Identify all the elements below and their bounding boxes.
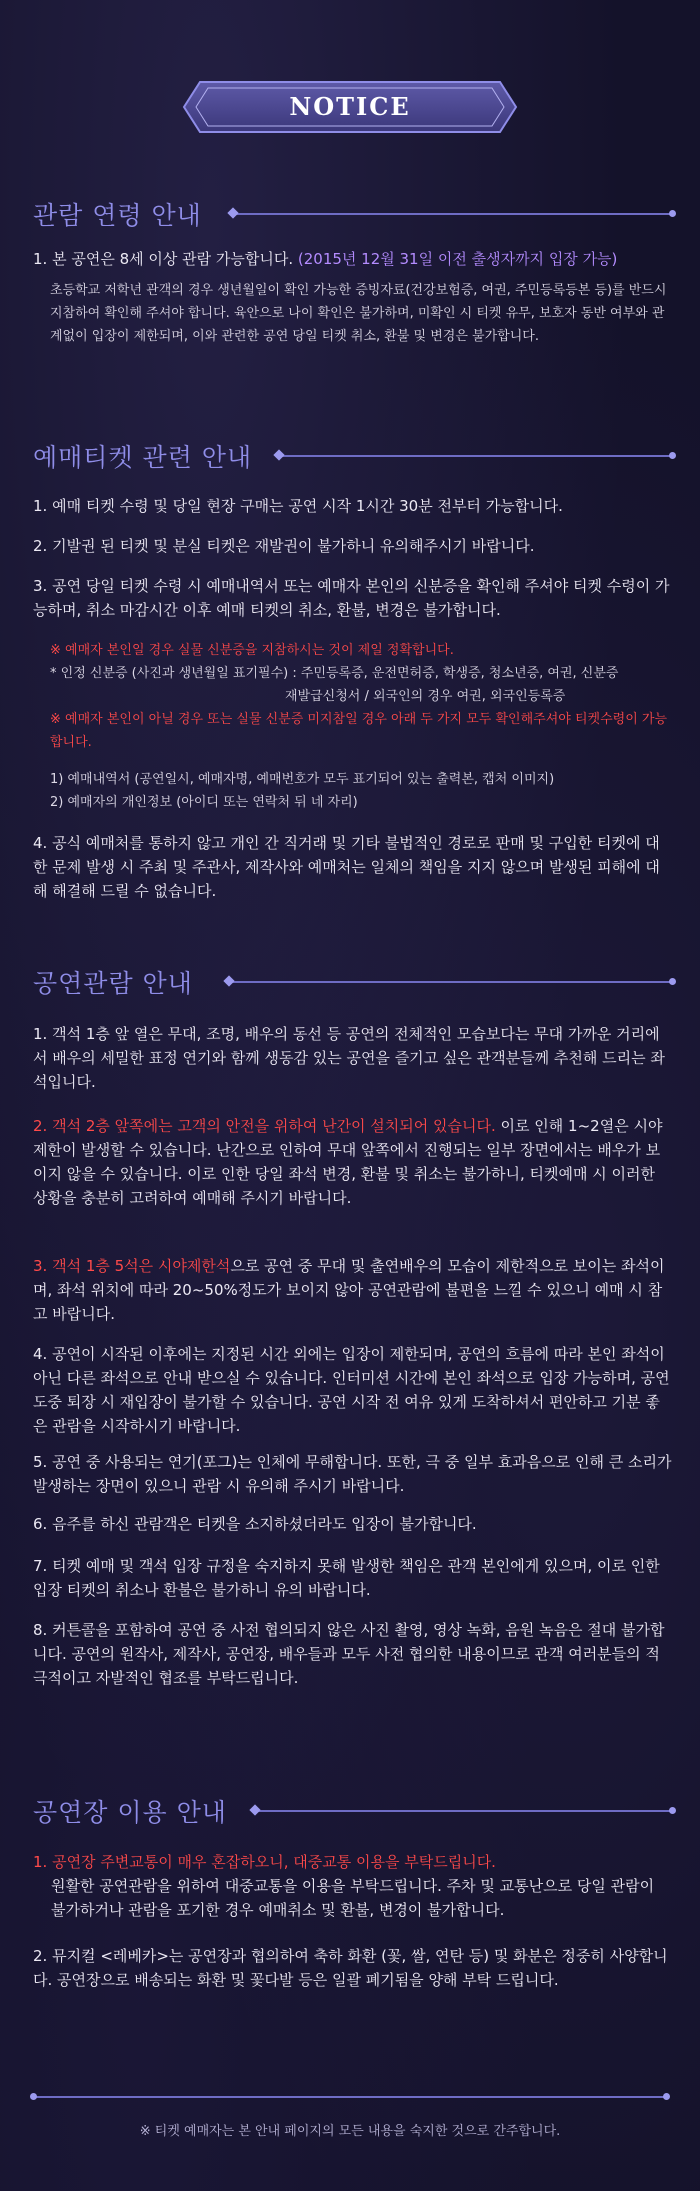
section-ticket-title: 예매티켓 관련 안내 [33,443,253,472]
age-item-1-detail: 초등학교 저학년 관객의 경우 생년월일이 확인 가능한 증빙자료(건강보험증, 여권, 주민등록등본 등)를 반드시 지참하여 확인해 주셔야 합니다. 육안으로 나이 확인은 불가하며, 미확인 시 티켓 유무, 보호자 동반 여부와 관계없이 입장이 제한되며, 이와 관련한 공연 당일 티켓 취소, 환불 및 변경은 불가합니다. [50,283,667,344]
ticket-item-4: 4. 공식 예매처를 통하지 않고 개인 간 직거래 및 기타 불법적인 경로로 판매 및 구입한 티켓에 대한 문제 발생 시 주최 및 주관사, 제작사와 예매처는 일체의 책임을 지지 않으며 발생된 피해에 대해 해결해 드릴 수 없습니다. [33,834,660,900]
section-divider [279,455,673,457]
viewing-item-2-text: 이로 인해 1~2열은 시야제한이 발생할 수 있습니다. 난간으로 인하여 무대 앞쪽에서 진행되는 일부 장면에서는 배우가 보이지 않을 수 있습니다. 이로 인한 당일 좌석 변경, 환불 및 취소는 불가하니, 티켓예매 시 이러한 상황을 충분히 고려하여 예매해 주시기 바랍니다. [33,1117,663,1207]
venue-item-2: 2. 뮤지컬 <레베카>는 공연장과 협의하여 축하 화환 (꽃, 쌀, 연탄 등) 및 화분은 정중히 사양합니다. 공연장으로 배송되는 화환 및 꽃다발 등은 일괄 폐기됨을 양해 부탁 드립니다. [33,1947,668,1989]
notice-banner [182,78,518,136]
ticket-note-1: ※ 예매자 본인일 경우 실물 신분증을 지참하시는 것이 제일 정확합니다. [50,643,454,658]
ticket-item-3: 3. 공연 당일 티켓 수령 시 예매내역서 또는 예매자 본인의 신분증을 확인해 주셔야 티켓 수령이 가능하며, 취소 마감시간 이후 예매 티켓의 취소, 환불, 변경은 불가합니다. [33,577,670,619]
ticket-note-2b: 재발급신청서 / 외국인의 경우 여권, 외국인등록증 [285,689,566,704]
viewing-item-2 [33,1114,673,1210]
ticket-note-2a: * 인정 신분증 (사진과 생년월일 표기필수) : 주민등록증, 운전면허증, 학생증, 청소년증, 여권, 신분증 [50,666,619,681]
section-viewing-header [33,964,673,1000]
section-viewing-title: 공연관람 안내 [33,969,193,998]
viewing-item-3 [33,1254,673,1326]
age-item-1-highlight: (2015년 12월 31일 이전 출생자까지 입장 가능) [297,250,618,268]
section-venue-title: 공연장 이용 안내 [33,1798,227,1827]
viewing-item-2-warning: 2. 객석 2층 앞쪽에는 고객의 안전을 위하여 난간이 설치되어 있습니다. [33,1117,496,1135]
ticket-item-2: 2. 기발권 된 티켓 및 분실 티켓은 재발권이 불가하니 유의해주시기 바랍니다. [33,537,535,555]
section-age-header [33,196,673,232]
viewing-item-5: 5. 공연 중 사용되는 연기(포그)는 인체에 무해합니다. 또한, 극 중 일부 효과음으로 인해 큰 소리가 발생하는 장면이 있으니 관람 시 유의해 주시기 바랍니다. [33,1453,672,1495]
ticket-note-3: ※ 예매자 본인이 아닐 경우 또는 실물 신분증 미지참일 경우 아래 두 가지 모두 확인해주셔야 티켓수령이 가능합니다. [50,712,668,750]
venue-item-1 [33,1850,673,1922]
section-age-title: 관람 연령 안내 [33,201,202,230]
ticket-list-1: 1) 예매내역서 (공연일시, 예매자명, 예매번호가 모두 표기되어 있는 출력본, 캡처 이미지) [50,772,555,787]
venue-item-1-text: 원활한 공연관람을 위하여 대중교통을 이용을 부탁드립니다. 주차 및 교통난으로 당일 관람이 불가하거나 관람을 포기한 경우 예매취소 및 환불, 변경이 불가합니다. [51,1877,655,1919]
section-venue-header [33,1793,673,1829]
viewing-item-3-warning: 3. 객석 1층 5석은 시야제한석 [33,1257,231,1275]
viewing-item-3-text: 으로 공연 중 무대 및 출연배우의 모습이 제한적으로 보이는 좌석이며, 좌석 위치에 따라 20~50%정도가 보이지 않아 공연관람에 불편을 느낄 수 있으니 예매 시 참고 바랍니다. [33,1257,665,1323]
age-item-1-text: 1. 본 공연은 8세 이상 관람 가능합니다. [33,250,298,268]
viewing-item-7: 7. 티켓 예매 및 객석 입장 규정을 숙지하지 못해 발생한 책임은 관객 본인에게 있으며, 이로 인한 입장 티켓의 취소나 환불은 불가하니 유의 바랍니다. [33,1557,660,1599]
age-item-1 [33,247,673,271]
ticket-list-2: 2) 예매자의 개인정보 (아이디 또는 연락처 뒤 네 자리) [50,795,358,810]
section-divider [229,981,673,983]
viewing-item-8: 8. 커튼콜을 포함하여 공연 중 사전 협의되지 않은 사진 촬영, 영상 녹화, 음원 녹음은 절대 불가합니다. 공연의 원작사, 제작사, 공연장, 배우들과 모두 사전 협의한 내용이므로 관객 여러분들의 적극적이고 자발적인 협조를 부탁드립니다. [33,1621,665,1687]
viewing-item-4: 4. 공연이 시작된 이후에는 지정된 시간 외에는 입장이 제한되며, 공연의 흐름에 따라 본인 좌석이 아닌 다른 좌석으로 안내 받으실 수 있습니다. 인터미션 시간에 본인 좌석으로 입장 가능하며, 공연 도중 퇴장 시 재입장이 불가할 수 있습니다. 공연 시작 전 여유 있게 도착하셔서 편안하고 기분 좋은 관람을 시작하시기 바랍니다. [33,1345,670,1435]
section-divider [233,213,673,215]
notice-title: NOTICE [289,92,411,121]
footer-notice: ※ 티켓 예매자는 본 안내 페이지의 모든 내용을 숙지한 것으로 간주합니다. [139,2124,561,2139]
viewing-item-6: 6. 음주를 하신 관람객은 티켓을 소지하셨더라도 입장이 불가합니다. [33,1515,477,1533]
viewing-item-1: 1. 객석 1층 앞 열은 무대, 조명, 배우의 동선 등 공연의 전체적인 모습보다는 무대 가까운 거리에서 배우의 세밀한 표정 연기와 함께 생동감 있는 공연을 즐기고 싶은 관객분들께 추천해 드리는 좌석입니다. [33,1025,665,1091]
section-ticket-header [33,438,673,474]
footer-divider [33,2096,667,2098]
section-divider [255,1810,673,1812]
ticket-item-1: 1. 예매 티켓 수령 및 당일 현장 구매는 공연 시작 1시간 30분 전부터 가능합니다. [33,497,563,515]
venue-item-1-warning: 1. 공연장 주변교통이 매우 혼잡하오니, 대중교통 이용을 부탁드립니다. [33,1853,496,1871]
ticket-note-2 [50,662,670,708]
